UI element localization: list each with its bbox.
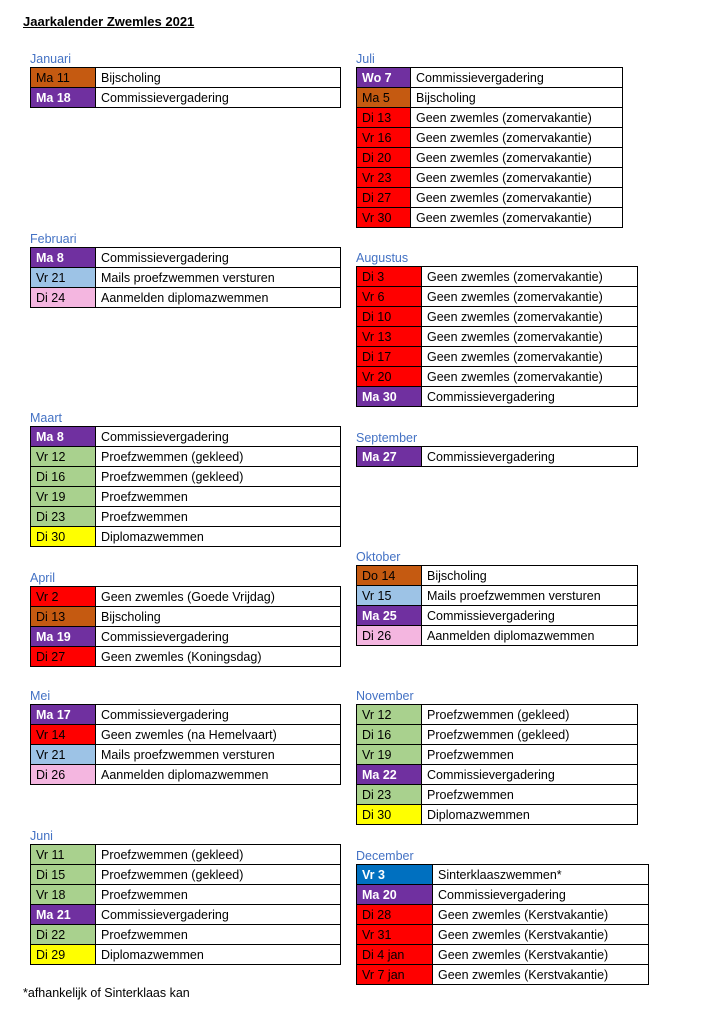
event-date: Vr 2 (31, 587, 96, 607)
event-label: Geen zwemles (zomervakantie) (411, 148, 623, 168)
table-row (357, 88, 623, 108)
table-row (357, 447, 638, 467)
month-november (356, 688, 638, 825)
month-table (30, 67, 341, 108)
event-label: Bijscholing (96, 607, 341, 627)
event-date: Di 16 (31, 467, 96, 487)
month-augustus (356, 250, 638, 407)
table-row (357, 765, 638, 785)
month-table (356, 67, 623, 228)
event-date: Ma 30 (357, 387, 422, 407)
month-februari (30, 231, 341, 308)
event-date: Di 13 (31, 607, 96, 627)
month-table (356, 446, 638, 467)
table-row (31, 885, 341, 905)
event-date: Di 10 (357, 307, 422, 327)
event-label: Aanmelden diplomazwemmen (96, 765, 341, 785)
event-date: Di 16 (357, 725, 422, 745)
event-date: Ma 25 (357, 606, 422, 626)
event-date: Vr 11 (31, 845, 96, 865)
table-row (31, 627, 341, 647)
event-date: Di 27 (31, 647, 96, 667)
event-date: Di 27 (357, 188, 411, 208)
table-row (357, 885, 649, 905)
event-date: Wo 7 (357, 68, 411, 88)
event-date: Di 28 (357, 905, 433, 925)
table-row (357, 745, 638, 765)
event-label: Geen zwemles (zomervakantie) (422, 267, 638, 287)
table-row (357, 606, 638, 626)
event-label: Geen zwemles (Kerstvakantie) (433, 945, 649, 965)
month-maart (30, 410, 341, 547)
event-date: Vr 30 (357, 208, 411, 228)
table-row (357, 805, 638, 825)
event-label: Geen zwemles (Kerstvakantie) (433, 965, 649, 985)
event-label: Geen zwemles (zomervakantie) (411, 128, 623, 148)
month-juli (356, 51, 623, 228)
event-label: Commissievergadering (422, 447, 638, 467)
month-heading: November (356, 689, 414, 703)
event-date: Di 17 (357, 347, 422, 367)
event-label: Commissievergadering (422, 765, 638, 785)
month-heading: April (30, 571, 56, 585)
month-table (30, 704, 341, 785)
month-januari (30, 51, 341, 108)
table-row (357, 965, 649, 985)
event-date: Ma 18 (31, 88, 96, 108)
event-label: Proefzwemmen (gekleed) (96, 845, 341, 865)
event-date: Vr 31 (357, 925, 433, 945)
event-label: Commissievergadering (422, 387, 638, 407)
table-row (357, 267, 638, 287)
event-label: Proefzwemmen (96, 885, 341, 905)
month-table (30, 586, 341, 667)
month-heading: Maart (30, 411, 62, 425)
event-date: Ma 27 (357, 447, 422, 467)
table-row (357, 705, 638, 725)
page-title: Jaarkalender Zwemles 2021 (23, 14, 195, 29)
event-label: Commissievergadering (96, 248, 341, 268)
event-date: Ma 5 (357, 88, 411, 108)
table-row (31, 68, 341, 88)
event-label: Sinterklaaszwemmen* (433, 865, 649, 885)
event-label: Geen zwemles (zomervakantie) (422, 307, 638, 327)
table-row (357, 188, 623, 208)
table-row (31, 587, 341, 607)
event-date: Vr 19 (357, 745, 422, 765)
table-row (357, 387, 638, 407)
event-date: Di 30 (31, 527, 96, 547)
event-date: Di 3 (357, 267, 422, 287)
event-label: Mails proefzwemmen versturen (422, 586, 638, 606)
table-row (357, 905, 649, 925)
event-date: Vr 3 (357, 865, 433, 885)
event-label: Proefzwemmen (422, 745, 638, 765)
event-date: Vr 21 (31, 745, 96, 765)
month-april (30, 570, 341, 667)
event-label: Bijscholing (422, 566, 638, 586)
event-label: Proefzwemmen (422, 785, 638, 805)
event-label: Geen zwemles (zomervakantie) (422, 287, 638, 307)
event-date: Di 26 (357, 626, 422, 646)
month-heading: Juli (356, 52, 375, 66)
table-row (357, 785, 638, 805)
event-label: Proefzwemmen (gekleed) (422, 705, 638, 725)
table-row (357, 128, 623, 148)
event-date: Ma 11 (31, 68, 96, 88)
event-label: Geen zwemles (Koningsdag) (96, 647, 341, 667)
month-table (356, 565, 638, 646)
event-label: Proefzwemmen (gekleed) (96, 865, 341, 885)
event-date: Ma 21 (31, 905, 96, 925)
table-row (31, 607, 341, 627)
table-row (31, 725, 341, 745)
month-table (356, 266, 638, 407)
event-date: Vr 6 (357, 287, 422, 307)
table-row (31, 527, 341, 547)
event-label: Geen zwemles (Goede Vrijdag) (96, 587, 341, 607)
event-label: Commissievergadering (411, 68, 623, 88)
table-row (357, 108, 623, 128)
event-date: Di 23 (31, 507, 96, 527)
table-row (357, 945, 649, 965)
table-row (357, 925, 649, 945)
event-date: Di 15 (31, 865, 96, 885)
table-row (31, 288, 341, 308)
event-date: Vr 18 (31, 885, 96, 905)
month-heading: Februari (30, 232, 77, 246)
event-label: Diplomazwemmen (96, 527, 341, 547)
month-heading: Augustus (356, 251, 409, 265)
table-row (357, 168, 623, 188)
month-table (30, 426, 341, 547)
table-row (31, 268, 341, 288)
month-heading: September (356, 431, 418, 445)
event-label: Commissievergadering (96, 427, 341, 447)
table-row (31, 865, 341, 885)
month-table (30, 247, 341, 308)
month-oktober (356, 549, 638, 646)
event-date: Vr 15 (357, 586, 422, 606)
table-row (31, 945, 341, 965)
table-row (31, 248, 341, 268)
month-heading: Januari (30, 52, 71, 66)
event-date: Vr 12 (31, 447, 96, 467)
table-row (357, 586, 638, 606)
month-table (30, 844, 341, 965)
event-label: Bijscholing (411, 88, 623, 108)
table-row (357, 327, 638, 347)
event-label: Proefzwemmen (96, 507, 341, 527)
event-date: Ma 19 (31, 627, 96, 647)
event-label: Geen zwemles (zomervakantie) (422, 327, 638, 347)
event-label: Geen zwemles (zomervakantie) (411, 108, 623, 128)
table-row (31, 487, 341, 507)
event-label: Geen zwemles (zomervakantie) (422, 367, 638, 387)
event-date: Vr 19 (31, 487, 96, 507)
table-row (31, 745, 341, 765)
event-date: Vr 20 (357, 367, 422, 387)
table-row (357, 367, 638, 387)
event-label: Proefzwemmen (gekleed) (96, 467, 341, 487)
event-date: Do 14 (357, 566, 422, 586)
event-label: Proefzwemmen (96, 487, 341, 507)
event-label: Diplomazwemmen (96, 945, 341, 965)
table-row (31, 427, 341, 447)
event-label: Proefzwemmen (gekleed) (422, 725, 638, 745)
event-date: Di 22 (31, 925, 96, 945)
table-row (357, 148, 623, 168)
event-date: Di 4 jan (357, 945, 433, 965)
event-date: Ma 8 (31, 427, 96, 447)
table-row (31, 905, 341, 925)
table-row (357, 307, 638, 327)
event-label: Commissievergadering (96, 905, 341, 925)
event-label: Mails proefzwemmen versturen (96, 745, 341, 765)
event-date: Ma 20 (357, 885, 433, 905)
month-heading: December (356, 849, 414, 863)
month-heading: Mei (30, 689, 51, 703)
table-row (357, 725, 638, 745)
event-date: Vr 13 (357, 327, 422, 347)
event-date: Di 23 (357, 785, 422, 805)
month-table (356, 704, 638, 825)
table-row (31, 845, 341, 865)
event-label: Proefzwemmen (gekleed) (96, 447, 341, 467)
event-label: Commissievergadering (96, 627, 341, 647)
month-juni (30, 828, 341, 965)
event-label: Commissievergadering (96, 88, 341, 108)
event-label: Geen zwemles (na Hemelvaart) (96, 725, 341, 745)
event-date: Vr 14 (31, 725, 96, 745)
event-label: Geen zwemles (zomervakantie) (422, 347, 638, 367)
month-heading: Oktober (356, 550, 401, 564)
event-label: Geen zwemles (zomervakantie) (411, 168, 623, 188)
event-label: Aanmelden diplomazwemmen (96, 288, 341, 308)
event-date: Ma 17 (31, 705, 96, 725)
table-row (31, 88, 341, 108)
event-label: Commissievergadering (433, 885, 649, 905)
event-label: Diplomazwemmen (422, 805, 638, 825)
table-row (357, 287, 638, 307)
table-row (31, 705, 341, 725)
month-december (356, 848, 649, 985)
event-label: Mails proefzwemmen versturen (96, 268, 341, 288)
event-label: Geen zwemles (Kerstvakantie) (433, 925, 649, 945)
event-date: Di 24 (31, 288, 96, 308)
table-row (357, 208, 623, 228)
table-row (31, 765, 341, 785)
event-date: Di 20 (357, 148, 411, 168)
month-mei (30, 688, 341, 785)
event-date: Di 13 (357, 108, 411, 128)
table-row (31, 925, 341, 945)
table-row (31, 467, 341, 487)
event-date: Di 30 (357, 805, 422, 825)
table-row (357, 347, 638, 367)
event-label: Geen zwemles (Kerstvakantie) (433, 905, 649, 925)
event-date: Ma 8 (31, 248, 96, 268)
event-label: Geen zwemles (zomervakantie) (411, 208, 623, 228)
month-september (356, 430, 638, 467)
event-date: Ma 22 (357, 765, 422, 785)
month-heading: Juni (30, 829, 53, 843)
event-label: Proefzwemmen (96, 925, 341, 945)
table-row (357, 566, 638, 586)
event-date: Vr 7 jan (357, 965, 433, 985)
event-label: Commissievergadering (96, 705, 341, 725)
event-date: Vr 21 (31, 268, 96, 288)
event-label: Geen zwemles (zomervakantie) (411, 188, 623, 208)
table-row (31, 507, 341, 527)
table-row (357, 626, 638, 646)
event-date: Di 29 (31, 945, 96, 965)
event-date: Vr 16 (357, 128, 411, 148)
table-row (31, 447, 341, 467)
event-date: Di 26 (31, 765, 96, 785)
table-row (357, 68, 623, 88)
table-row (357, 865, 649, 885)
event-label: Bijscholing (96, 68, 341, 88)
footnote: *afhankelijk of Sinterklaas kan (23, 986, 190, 1000)
event-date: Vr 12 (357, 705, 422, 725)
table-row (31, 647, 341, 667)
event-date: Vr 23 (357, 168, 411, 188)
month-table (356, 864, 649, 985)
event-label: Commissievergadering (422, 606, 638, 626)
event-label: Aanmelden diplomazwemmen (422, 626, 638, 646)
